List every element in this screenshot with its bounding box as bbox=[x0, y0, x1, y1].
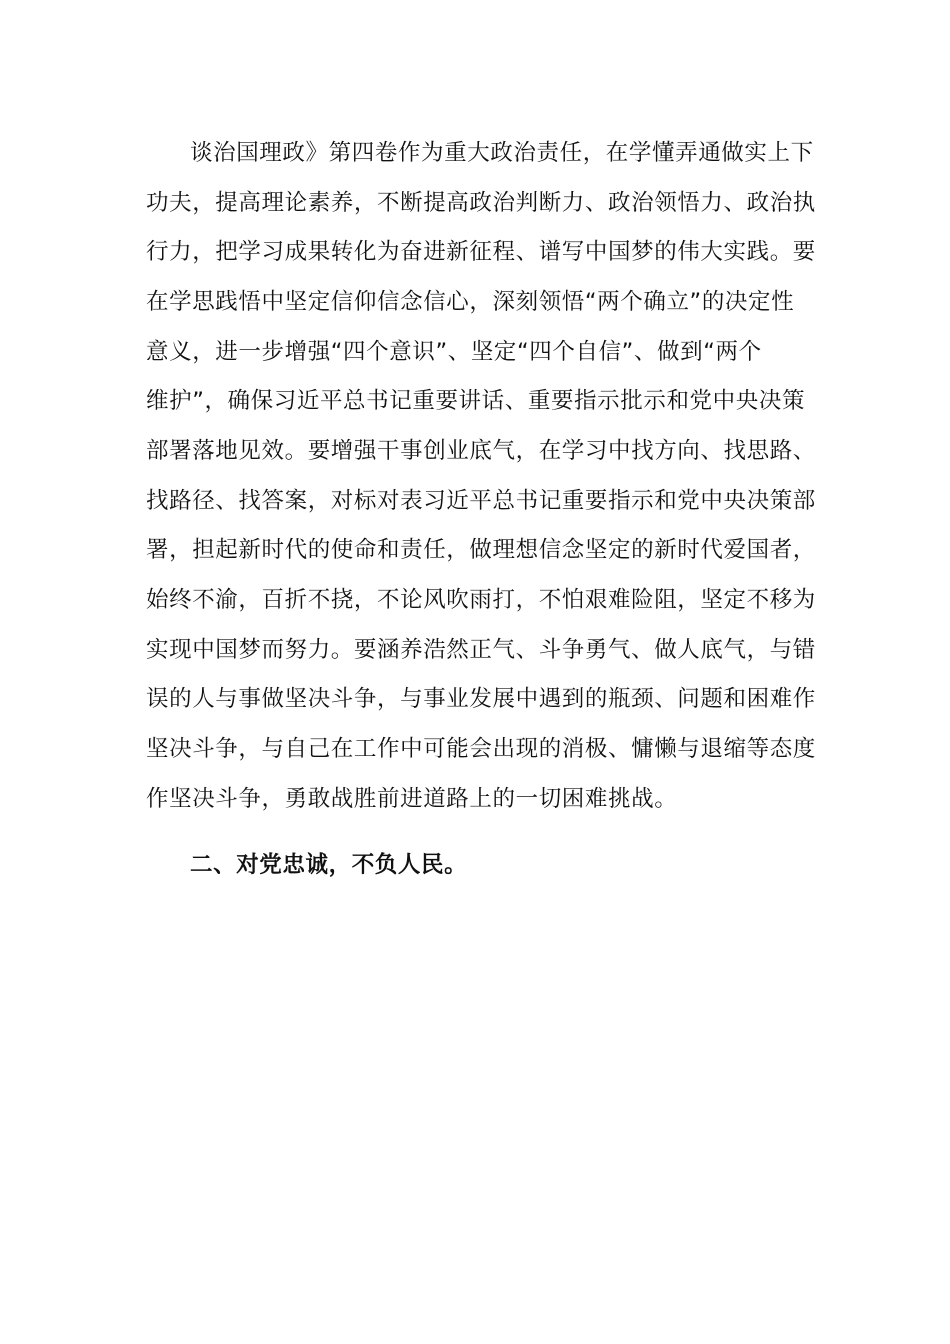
paragraph-line: 始终不渝，百折不挠，不论风吹雨打，不怕艰难险阻，坚定不移为 bbox=[146, 587, 816, 613]
paragraph-line: 谈治国理政》第四卷作为重大政治责任，在学懂弄通做实上下 bbox=[190, 140, 814, 166]
paragraph-line: 实现中国梦而努力。要涵养浩然正气、斗争勇气、做人底气，与错 bbox=[146, 637, 816, 663]
paragraph-line: 功夫，提高理论素养，不断提高政治判断力、政治领悟力、政治执 bbox=[146, 190, 816, 216]
paragraph-line: 在学思践悟中坚定信仰信念信心，深刻领悟“两个确立”的决定性 bbox=[146, 289, 795, 315]
paragraph-line: 部署落地见效。要增强干事创业底气，在学习中找方向、找思路、 bbox=[146, 438, 816, 464]
section-heading: 二、对党忠诚，不负人民。 bbox=[190, 852, 468, 878]
paragraph-line: 误的人与事做坚决斗争，与事业发展中遇到的瓶颈、问题和困难作 bbox=[146, 686, 816, 712]
paragraph-line: 作坚决斗争，勇敢战胜前进道路上的一切困难挑战。 bbox=[146, 786, 678, 812]
paragraph-line: 坚决斗争，与自己在工作中可能会出现的消极、慵懒与退缩等态度 bbox=[146, 736, 816, 762]
paragraph-line: 意义，进一步增强“四个意识”、坚定“四个自信”、做到“两个 bbox=[146, 339, 762, 365]
paragraph-line: 找路径、找答案，对标对表习近平总书记重要指示和党中央决策部 bbox=[146, 488, 816, 514]
paragraph-line: 维护”，确保习近平总书记重要讲话、重要指示批示和党中央决策 bbox=[146, 388, 806, 414]
paragraph-line: 行力，把学习成果转化为奋进新征程、谱写中国梦的伟大实践。要 bbox=[146, 239, 816, 265]
paragraph-line: 署，担起新时代的使命和责任，做理想信念坚定的新时代爱国者， bbox=[146, 537, 816, 563]
